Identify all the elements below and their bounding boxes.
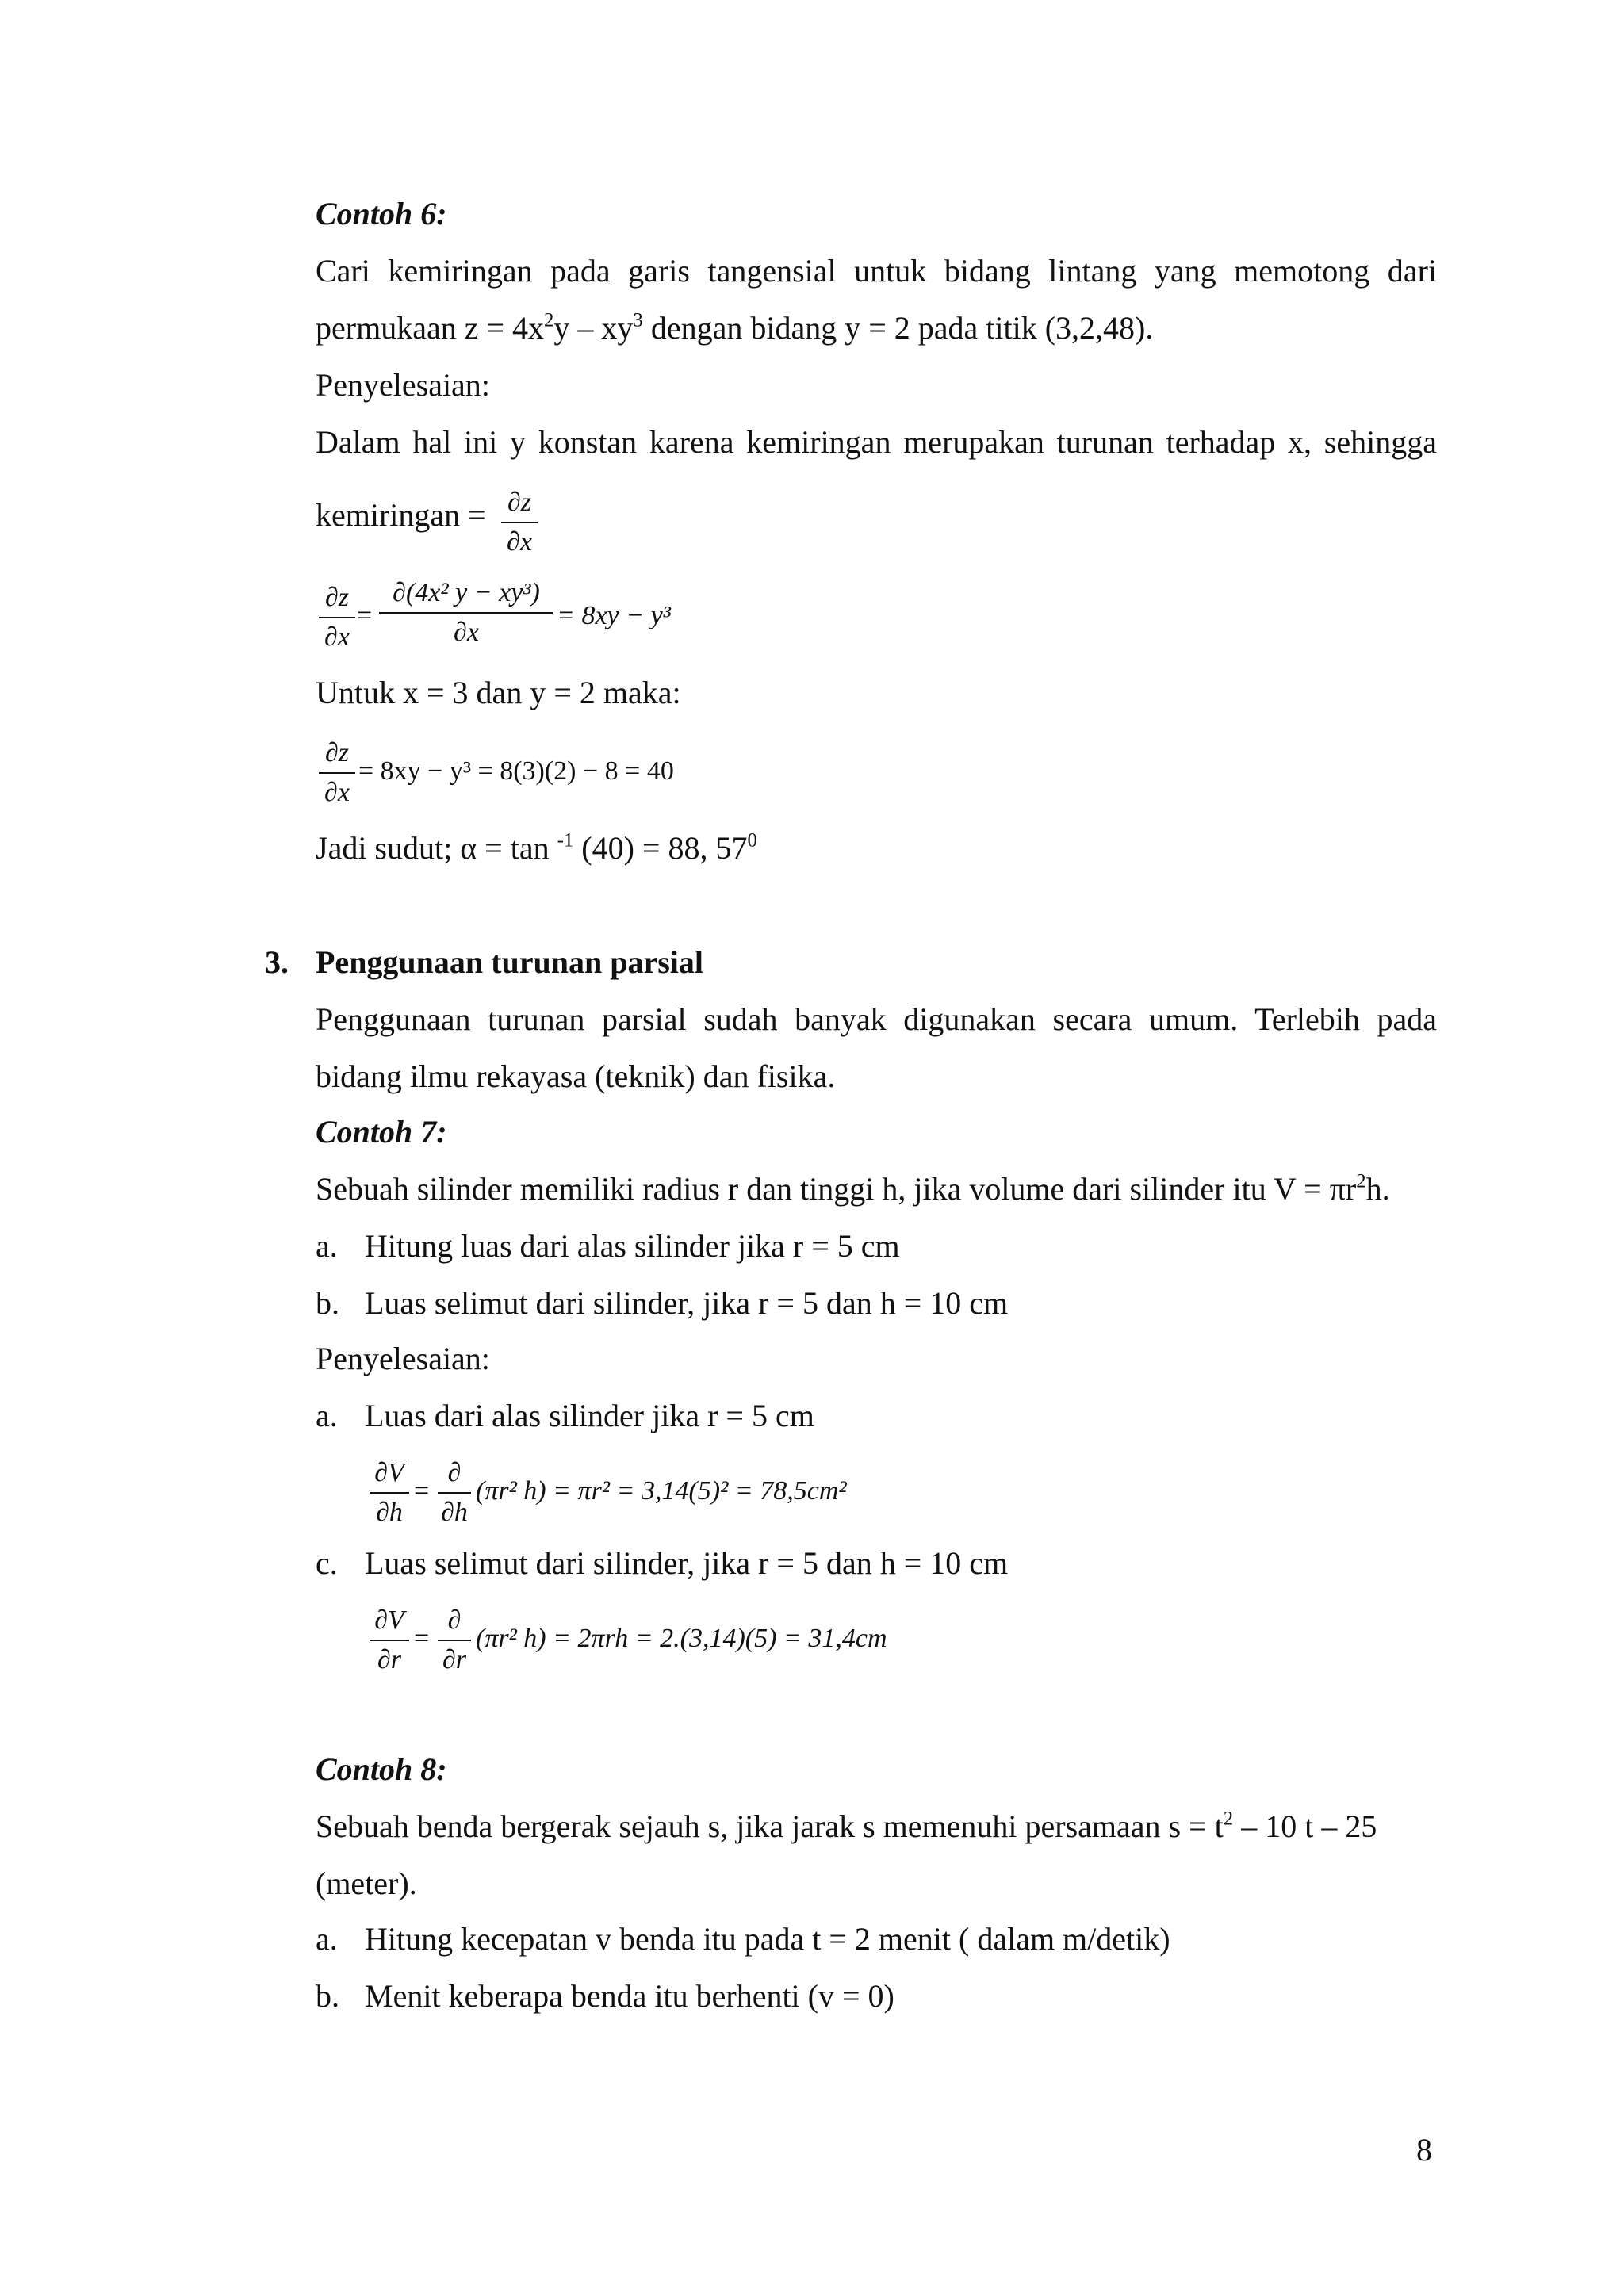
jadi-sudut-line: Jadi sudut; α = tan $^{-1}$ (40) = 88, $57^0$ <box>316 829 757 866</box>
untuk-line: Untuk x = 3 dan y = 2 maka: <box>316 675 681 710</box>
eq-c-operator-fraction: ∂ ∂r <box>438 1603 471 1678</box>
contoh-8-line-2: (meter). <box>316 1866 417 1901</box>
contoh-6-heading: Contoh 6: <box>316 196 447 232</box>
contoh-8-item-a-marker: a. <box>316 1921 338 1957</box>
contoh-7-sol-a-marker: a. <box>316 1398 338 1433</box>
eq1-lhs-fraction: ∂z ∂x <box>319 580 355 655</box>
section-3-line-2: bidang ilmu rekayasa (teknik) dan fisika. <box>316 1058 836 1094</box>
eq-a-rhs: (πr² h) = πr² = 3,14(5)² = 78,5cm² <box>476 1476 847 1506</box>
eq-a-lhs-fraction: ∂V ∂h <box>370 1456 409 1530</box>
contoh-8-item-a: Hitung kecepatan v benda itu pada t = 2 menit ( dalam m/detik) <box>365 1921 1170 1957</box>
contoh-7-item-a-marker: a. <box>316 1228 338 1264</box>
eq2-rhs: = 8xy − y³ = 8(3)(2) − 8 = 40 <box>358 756 674 786</box>
contoh-7-heading: Contoh 7: <box>316 1114 447 1150</box>
contoh-7-sol-a: Luas dari alas silinder jika r = 5 cm <box>365 1398 814 1433</box>
page-number: 8 <box>1416 2132 1432 2168</box>
contoh-8-item-b-marker: b. <box>316 1978 339 2014</box>
eq1-rhs: = 8xy − y³ <box>557 601 671 630</box>
contoh-7-penyelesaian: Penyelesaian: <box>316 1341 490 1376</box>
eq-c-lhs-fraction: ∂V ∂r <box>370 1603 409 1678</box>
contoh-6-line-3: Dalam hal ini y konstan karena kemiringan merupakan turunan terhadap x, sehingga <box>316 424 1437 460</box>
eq2-lhs-fraction: ∂z ∂x <box>319 736 355 810</box>
contoh-7-line-1: Sebuah silinder memiliki radius r dan tinggi h, jika volume dari silinder itu $V = \pi r^2h$. <box>316 1170 1390 1207</box>
eq-a-operator-fraction: ∂ ∂h <box>438 1456 471 1530</box>
contoh-6-line-2: permukaan $z = 4x^2y - xy^3$ dengan bidang y = 2 pada titik (3,2,48). <box>316 309 1154 346</box>
kemiringan-label: kemiringan = <box>316 497 486 533</box>
eq-a-equals: = <box>414 1476 430 1506</box>
contoh-7-item-b-marker: b. <box>316 1285 339 1321</box>
contoh-7-sol-c-marker: c. <box>316 1545 338 1581</box>
contoh-6-penyelesaian: Penyelesaian: <box>316 367 490 403</box>
section-3-title: Penggunaan turunan parsial <box>316 944 704 980</box>
contoh-7-item-b: Luas selimut dari silinder, jika r = 5 dan h = 10 cm <box>365 1285 1009 1321</box>
eq-c-equals: = <box>414 1624 430 1653</box>
section-3-number: 3. <box>265 944 289 980</box>
contoh-7-item-a: Hitung luas dari alas silinder jika r = 5 cm <box>365 1228 900 1264</box>
contoh-7-sol-c: Luas selimut dari silinder, jika r = 5 dan h = 10 cm <box>365 1545 1009 1581</box>
eq1-middle-fraction: ∂(4x² y − xy³) ∂x <box>379 576 553 650</box>
contoh-8-heading: Contoh 8: <box>316 1751 447 1787</box>
kemiringan-fraction: ∂z ∂x <box>501 485 538 560</box>
section-3-line-1: Penggunaan turunan parsial sudah banyak digunakan secara umum. Terlebih pada <box>316 1001 1437 1037</box>
contoh-8-line-1: Sebuah benda bergerak sejauh s, jika jarak s memenuhi persamaan $s = t^2 - 10$ t – 25 <box>316 1808 1377 1844</box>
contoh-8-item-b: Menit keberapa benda itu berhenti (v = 0) <box>365 1978 894 2014</box>
contoh-6-line-1: Cari kemiringan pada garis tangensial untuk bidang lintang yang memotong dari <box>316 253 1437 289</box>
eq1-equals: = <box>357 601 373 630</box>
eq-c-rhs: (πr² h) = 2πrh = 2.(3,14)(5) = 31,4cm <box>476 1624 887 1653</box>
